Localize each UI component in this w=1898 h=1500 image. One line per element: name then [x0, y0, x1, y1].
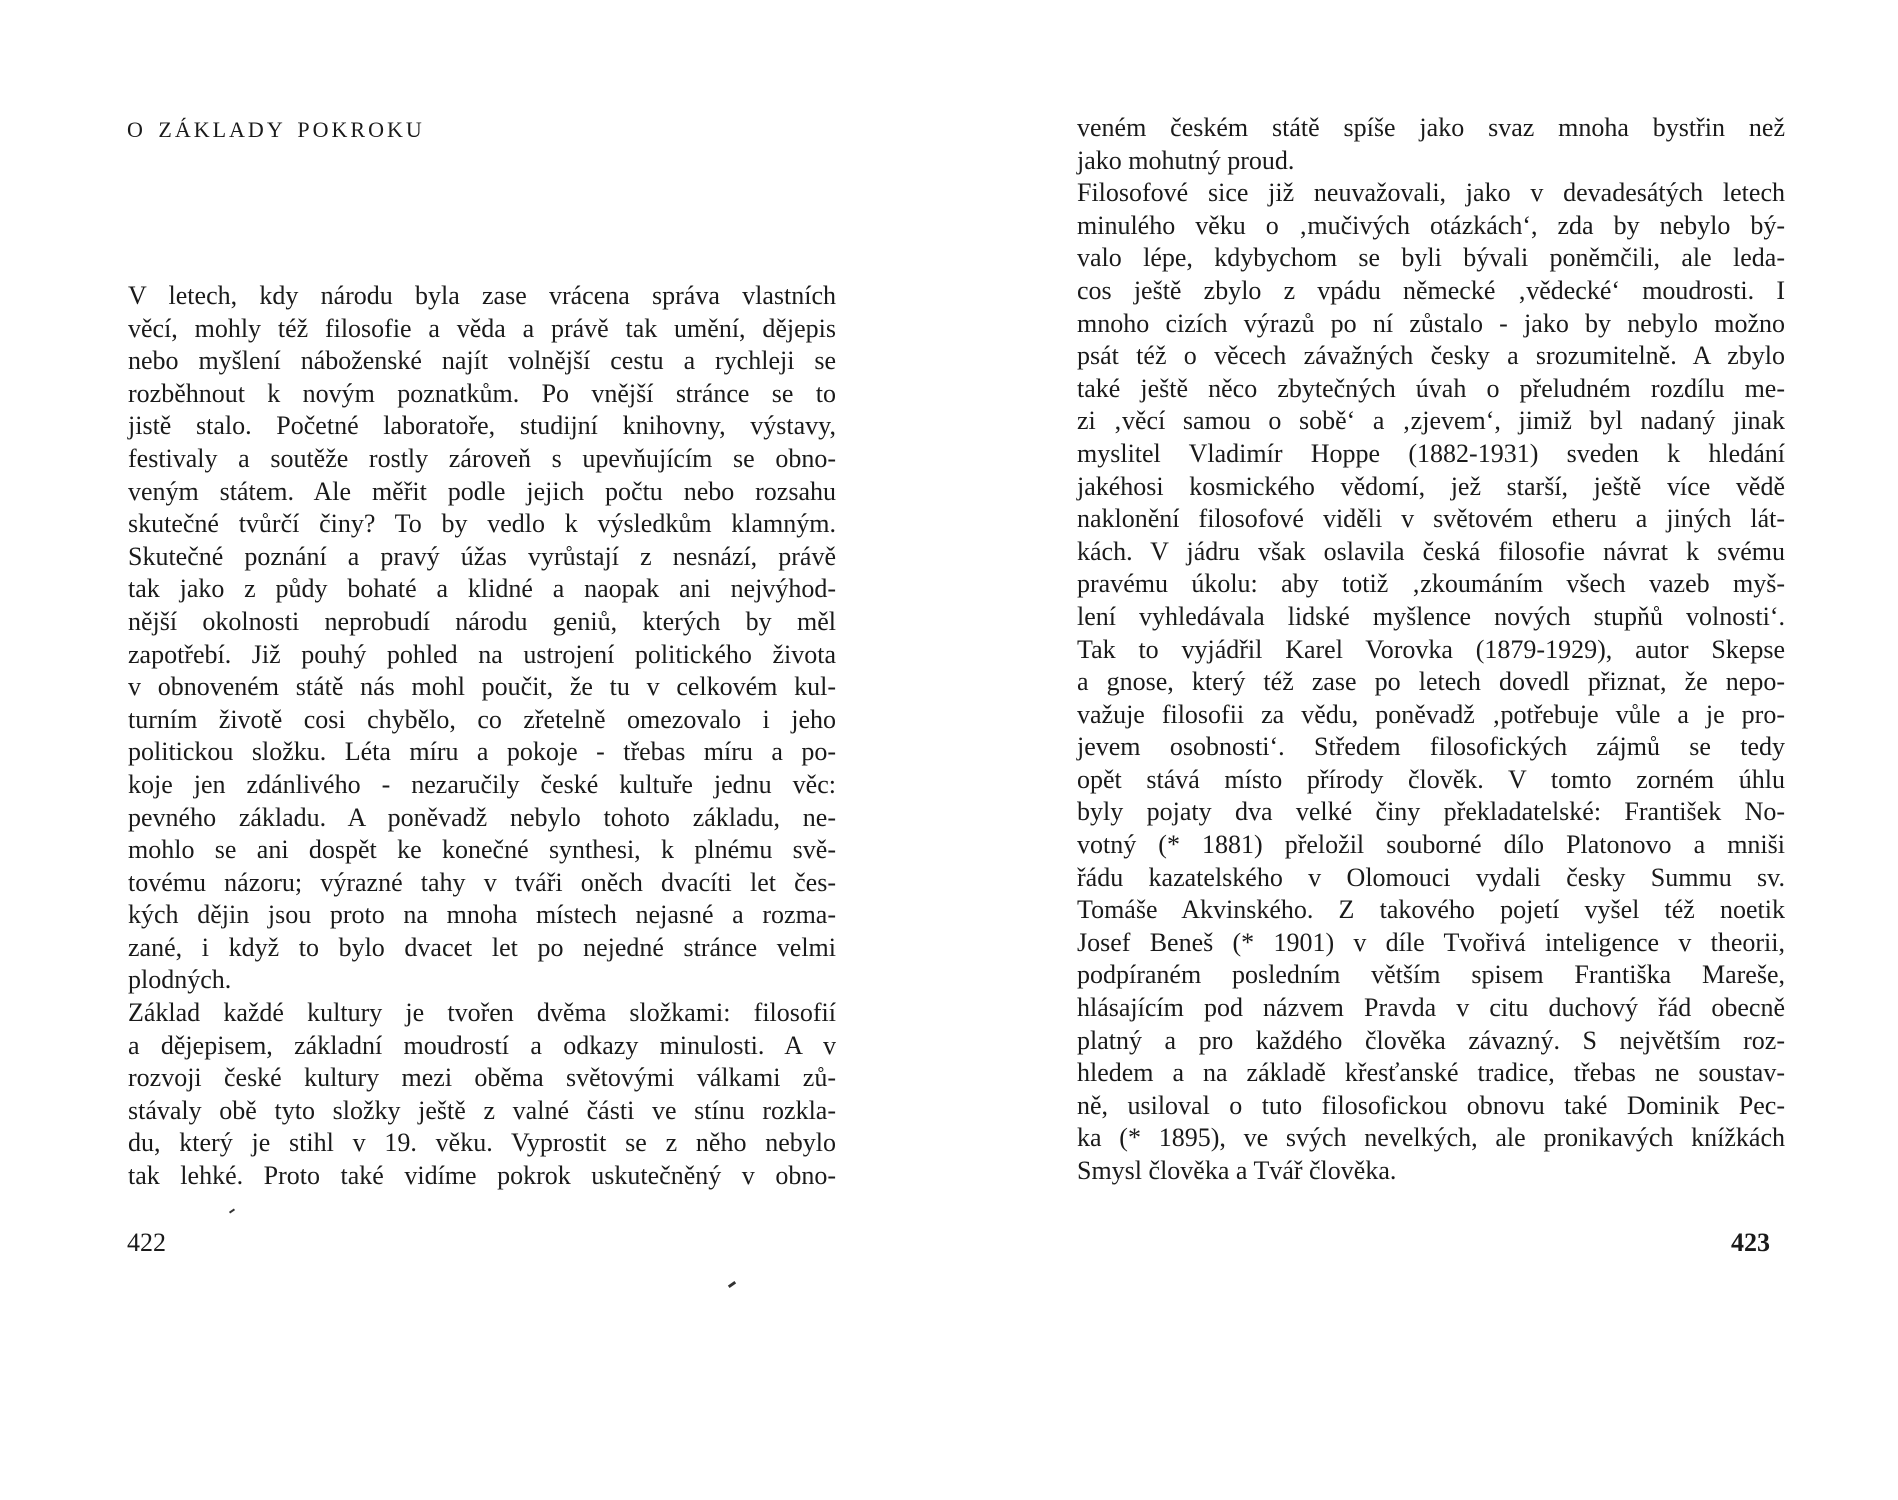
text-line: zané, i když to bylo dvacet let po nejedné stránce velmi: [128, 932, 836, 962]
text-line: nebo myšlení náboženské najít volnější cestu a rychleji se: [128, 346, 836, 376]
text-line: Filosofové sice již neuvažovali, jako v devadesátých letech: [1077, 178, 1785, 208]
text-line: politickou složku. Léta míru a pokoje - třebas míru a po-: [128, 737, 836, 767]
text-line: podpíraném posledním větším spisem Františka Mareše,: [1077, 960, 1785, 990]
text-line: byly pojaty dva velké činy překladatelské: František No-: [1077, 797, 1785, 827]
text-line: ka (* 1895), ve svých nevelkých, ale pronikavých knížkách: [1077, 1123, 1785, 1153]
text-line: V letech, kdy národu byla zase vrácena správa vlastních: [128, 281, 836, 310]
text-line: hledem a na základě křesťanské tradice, třebas ne soustav-: [1077, 1058, 1785, 1088]
text-line: myslitel Vladimír Hoppe (1882-1931) sveden k hledání: [1077, 438, 1785, 468]
text-line: jako mohutný proud.: [1077, 145, 1295, 175]
text-line: veným státem. Ale měřit podle jejich počtu nebo rozsahu: [128, 476, 836, 506]
text-line: mohlo se ani dospět ke konečné synthesi, k plnému svě-: [128, 835, 836, 865]
text-line: kých dějin jsou proto na mnoha místech nejasné a rozma-: [128, 900, 836, 930]
text-line: du, který je stihl v 19. věku. Vyprostit se z něho nebylo: [128, 1128, 836, 1158]
right-page-text: [1077, 112, 1785, 1188]
text-line: a gnose, který též zase po letech dovedl přiznat, že nepo-: [1077, 667, 1785, 697]
text-line: Skutečné poznání a pravý úžas vyrůstají z nesnází, právě: [128, 541, 836, 571]
text-line: jevem osobnosti‘. Středem filosofických zájmů se tedy: [1077, 732, 1785, 762]
text-line: řádu kazatelského v Olomouci vydali česky Summu sv.: [1077, 862, 1785, 892]
text-line: veném českém státě spíše jako svaz mnoha bystřin než: [1077, 113, 1785, 142]
page-number-left: 422: [127, 1228, 166, 1257]
text-line: nější okolnosti neprobudí národu geniů, kterých by měl: [128, 606, 836, 636]
text-line: važuje filosofii za vědu, poněvadž ‚potřebuje vůle a je pro-: [1077, 699, 1785, 729]
text-line: hlásajícím pod názvem Pravda v citu duchový řád obecně: [1077, 993, 1785, 1023]
right-page: [949, 0, 1898, 1500]
text-line: jakéhosi kosmického vědomí, jež starší, ještě více vědě: [1077, 471, 1785, 501]
text-line: Smysl člověka a Tvář člověka.: [1077, 1156, 1397, 1185]
text-line: psát též o věcech závažných česky a srozumitelně. A zbylo: [1077, 341, 1785, 371]
text-line: rozběhnout k novým poznatkům. Po vnější stránce se to: [128, 378, 836, 408]
text-line: Tomáše Akvinského. Z takového pojetí vyšel též noetik: [1077, 895, 1785, 925]
text-line: valo lépe, kdybychom se byli bývali poněmčili, ale leda-: [1077, 243, 1785, 273]
text-line: pevného základu. A poněvadž nebylo tohoto základu, ne-: [128, 802, 836, 832]
print-speck: [728, 1281, 736, 1288]
text-line: stávaly obě tyto složky ještě z valné části ve stínu rozkla-: [128, 1095, 836, 1125]
page-number-right: 423: [1731, 1228, 1770, 1257]
text-line: cos ještě zbylo z vpádu německé ‚vědecké‘ moudrosti. I: [1077, 275, 1785, 305]
text-line: lení vyhledávala lidské myšlence nových stupňů volnosti‘.: [1077, 601, 1785, 631]
text-line: ně, usiloval o tuto filosofickou obnovu také Dominik Pec-: [1077, 1090, 1785, 1120]
text-line: turním životě cosi chybělo, co zřetelně omezovalo i jeho: [128, 704, 836, 734]
text-line: pravému úkolu: aby totiž ‚zkoumáním všech vazeb myš-: [1077, 569, 1785, 599]
text-line: kách. V jádru však oslavila česká filosofie návrat k svému: [1077, 536, 1785, 566]
text-line: zi ‚věcí samou o sobě‘ a ‚zjevem‘, jimiž byl nadaný jinak: [1077, 406, 1785, 436]
text-line: Josef Beneš (* 1901) v díle Tvořivá inteligence v theorii,: [1077, 927, 1785, 957]
text-line: zapotřebí. Již pouhý pohled na ustrojení politického života: [128, 639, 836, 669]
text-line: tak lehké. Proto také vidíme pokrok uskutečněný v obno-: [128, 1161, 836, 1191]
text-line: rozvoji české kultury mezi oběma světovými válkami zů-: [128, 1063, 836, 1093]
text-line: festivaly a soutěže rostly zároveň s upevňujícím se obno-: [128, 443, 836, 473]
text-line: tovému názoru; výrazné tahy v tváři oněch dvacíti let čes-: [128, 867, 836, 897]
text-line: také ještě něco zbytečných úvah o přeludném rozdílu me-: [1077, 373, 1785, 403]
text-line: věcí, mohly též filosofie a věda a právě tak umění, dějepis: [128, 313, 836, 343]
text-line: v obnoveném státě nás mohl poučit, že tu v celkovém kul-: [128, 672, 836, 702]
left-page-text: [128, 280, 836, 1193]
text-line: Základ každé kultury je tvořen dvěma složkami: filosofií: [128, 998, 836, 1028]
text-line: platný a pro každého člověka závazný. S největším roz-: [1077, 1025, 1785, 1055]
text-line: koje jen zdánlivého - nezaručily české kultuře jednu věc:: [128, 769, 836, 799]
text-line: naklonění filosofové viděli v světovém etheru a jiných lát-: [1077, 504, 1785, 534]
text-line: skutečné tvůrčí činy? To by vedlo k výsledkům klamným.: [128, 509, 836, 539]
text-line: plodných.: [128, 965, 232, 995]
text-line: minulého věku o ‚mučivých otázkách‘, zda by nebylo bý-: [1077, 210, 1785, 240]
print-speck: [229, 1208, 235, 1213]
text-line: jistě stalo. Početné laboratoře, studijní knihovny, výstavy,: [128, 411, 836, 441]
text-line: mnoho cizích výrazů po ní zůstalo - jako by nebylo možno: [1077, 308, 1785, 338]
text-line: opět stává místo přírody člověk. V tomto zorném úhlu: [1077, 764, 1785, 794]
text-line: tak jako z půdy bohaté a klidné a naopak ani nejvýhod-: [128, 574, 836, 604]
text-line: a dějepisem, základní moudrostí a odkazy minulosti. A v: [128, 1030, 836, 1060]
text-line: Tak to vyjádřil Karel Vorovka (1879-1929), autor Skepse: [1077, 634, 1785, 664]
running-head: O ZÁKLADY POKROKU: [127, 117, 425, 142]
text-line: votný (* 1881) přeložil souborné dílo Platonovo a mniši: [1077, 830, 1785, 860]
